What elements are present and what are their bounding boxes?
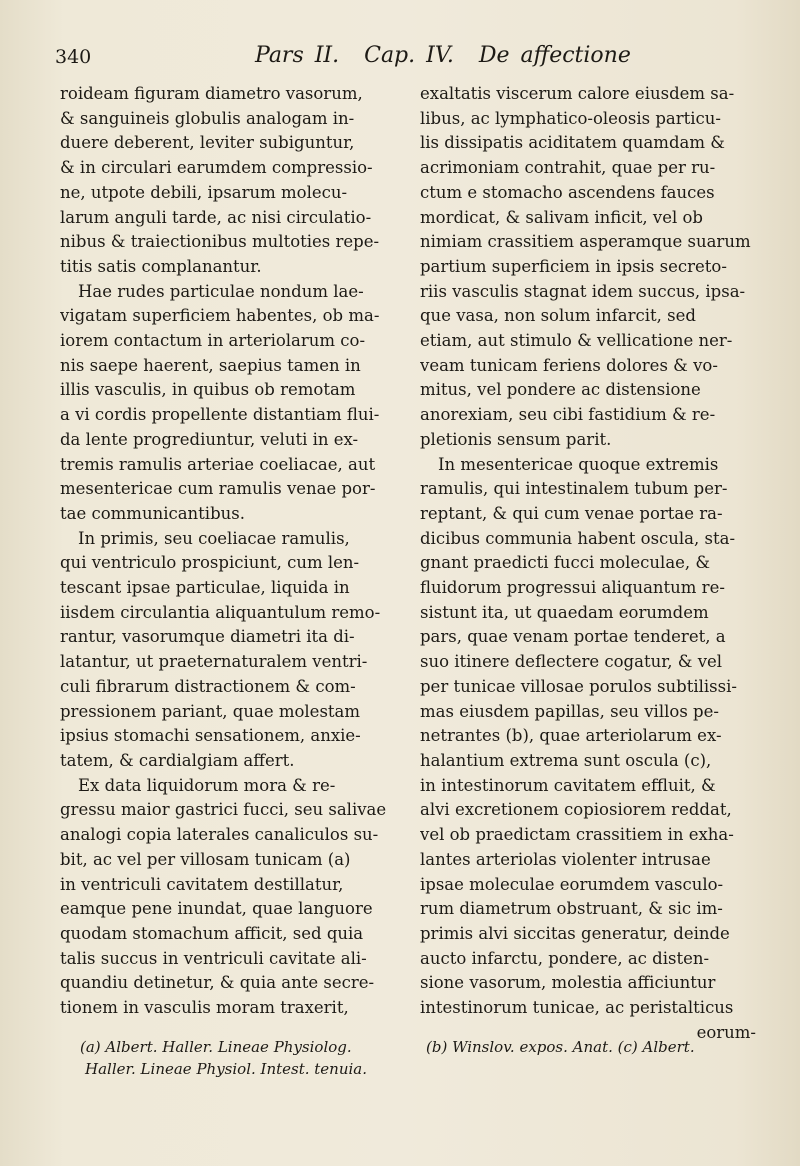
text-line: lis dissipatis aciditatem quamdam & (420, 133, 725, 153)
text-line: nibus & traiectionibus multoties repe- (60, 232, 380, 252)
text-line: titis satis complanantur. (60, 256, 262, 276)
text-line: da lente progrediuntur, veluti in ex- (60, 429, 359, 449)
text-line: bit, ac vel per villosam tunicam (a) (60, 849, 351, 869)
text-line: roideam figuram diametro vasorum, (60, 84, 363, 103)
text-line: & sanguineis globulis analogam in- (60, 108, 355, 128)
text-line: tatem, & cardialgiam affert. (60, 750, 295, 770)
text-line: lantes arteriolas violenter intrusae (420, 849, 711, 869)
text-line: a vi cordis propellente distantiam flui- (60, 405, 380, 425)
text-line: In mesentericae quoque extremis (438, 454, 719, 474)
text-line: intestinorum tunicae, ac peristalticus (420, 998, 734, 1018)
header-part: Pars II. (255, 43, 340, 68)
header-chapter: Cap. IV. (364, 43, 454, 68)
text-line: tionem in vasculis moram traxerit, (60, 998, 349, 1018)
text-line: vel ob praedictam crassitiem in exha- (420, 825, 734, 845)
text-line: gressu maior gastrici fucci, seu salivae (60, 800, 387, 820)
text-line: suo itinere deflectere cogatur, & vel (420, 652, 723, 672)
text-line: rantur, vasorumque diametri ita di- (60, 627, 355, 647)
running-title (255, 43, 645, 68)
text-line: mesentericae cum ramulis venae por- (60, 479, 376, 499)
text-line: primis alvi siccitas generatur, deinde (420, 923, 730, 943)
text-line: pressionem pariant, quae molestam (60, 701, 361, 721)
footnote-a: (a) Albert. Haller. Lineae Physiolog. (80, 1038, 352, 1056)
text-line: aucto infarctu, pondere, ac disten- (420, 948, 710, 968)
text-line: quandiu detinetur, & quia ante secre- (60, 973, 375, 993)
text-line: culi fibrarum distractionem & com- (60, 676, 356, 696)
text-line: ramulis, qui intestinalem tubum per- (420, 479, 728, 499)
text-line: halantium extrema sunt oscula (c), (420, 750, 712, 770)
text-line: gnant praedicti fucci moleculae, & (420, 553, 711, 573)
text-line: iisdem circulantia aliquantulum remo- (60, 602, 381, 622)
text-line: talis succus in ventriculi cavitate ali- (60, 948, 367, 968)
text-line: ne, utpote debili, ipsarum molecu- (60, 182, 348, 202)
text-line: partium superficiem in ipsis secreto- (420, 256, 727, 276)
running-header (55, 40, 767, 76)
left-text-column (60, 82, 396, 1021)
text-line: qui ventriculo prospiciunt, cum len- (60, 553, 360, 573)
right-text-column (420, 82, 756, 1045)
text-line: in ventriculi cavitatem destillatur, (60, 874, 344, 894)
text-line: sistunt ita, ut quaedam eorumdem (420, 602, 709, 622)
text-line: alvi excretionem copiosiorem reddat, (420, 800, 732, 820)
text-line: nimiam crassitiem asperamque suarum (420, 232, 751, 252)
footnote-b-c: (b) Winslov. expos. Anat. (c) Albert. (426, 1038, 695, 1056)
text-line: ipsae moleculae eorumdem vasculo- (420, 874, 724, 894)
footnote-a-continued: Haller. Lineae Physiol. Intest. tenuia. (85, 1060, 368, 1078)
text-line: tescant ipsae particulae, liquida in (60, 578, 350, 598)
text-line: veam tunicam feriens dolores & vo- (420, 355, 718, 375)
text-line: dicibus communia habent oscula, sta- (420, 528, 736, 548)
text-line: pars, quae venam portae tenderet, a (420, 627, 726, 647)
text-line: fluidorum progressui aliquantum re- (420, 578, 725, 598)
text-line: larum anguli tarde, ac nisi circulatio- (60, 207, 372, 227)
text-line: acrimoniam contrahit, quae per ru- (420, 158, 716, 178)
text-line: duere deberent, leviter subiguntur, (60, 133, 355, 153)
header-topic: De affectione (478, 43, 631, 68)
text-line: in intestinorum cavitatem effluit, & (420, 775, 716, 795)
text-line: nis saepe haerent, saepius tamen in (60, 355, 361, 375)
text-line: Hae rudes particulae nondum lae- (78, 281, 364, 301)
page-number: 340 (55, 46, 92, 68)
text-line: netrantes (b), quae arteriolarum ex- (420, 726, 722, 746)
text-line: ipsius stomachi sensationem, anxie- (60, 726, 361, 746)
text-line: quodam stomachum afficit, sed quia (60, 923, 364, 943)
text-line: que vasa, non solum infarcit, sed (420, 306, 696, 326)
text-line: exaltatis viscerum calore eiusdem sa- (420, 84, 735, 103)
text-line: mordicat, & salivam inficit, vel ob (420, 207, 703, 227)
text-line: tremis ramulis arteriae coeliacae, aut (60, 454, 376, 474)
text-line: analogi copia laterales canaliculos su- (60, 825, 379, 845)
text-line: illis vasculis, in quibus ob remotam (60, 380, 356, 400)
text-line: Ex data liquidorum mora & re- (78, 775, 336, 795)
text-line: ctum e stomacho ascendens fauces (420, 182, 715, 202)
text-line: latantur, ut praeternaturalem ventri- (60, 652, 368, 672)
text-line: & in circulari earumdem compressio- (60, 158, 373, 178)
text-line: riis vasculis stagnat idem succus, ipsa- (420, 281, 746, 301)
text-line: pletionis sensum parit. (420, 429, 612, 449)
text-line: mas eiusdem papillas, seu villos pe- (420, 701, 719, 721)
text-line: sione vasorum, molestia afficiuntur (420, 973, 716, 993)
text-line: per tunicae villosae porulos subtilissi- (420, 676, 737, 696)
catchword: eorum- (696, 1022, 756, 1042)
text-line: vigatam superficiem habentes, ob ma- (60, 306, 380, 326)
text-line: tae communicantibus. (60, 503, 245, 523)
text-line: etiam, aut stimulo & vellicatione ner- (420, 331, 733, 351)
text-line: In primis, seu coeliacae ramulis, (78, 528, 350, 548)
text-line: reptant, & qui cum venae portae ra- (420, 503, 723, 523)
text-line: anorexiam, seu cibi fastidium & re- (420, 405, 716, 425)
text-line: libus, ac lymphatico-oleosis particu- (420, 108, 721, 128)
text-line: eamque pene inundat, quae languore (60, 899, 373, 919)
text-line: mitus, vel pondere ac distensione (420, 380, 701, 400)
text-line: iorem contactum in arteriolarum co- (60, 331, 366, 351)
text-line: rum diametrum obstruant, & sic im- (420, 899, 723, 919)
